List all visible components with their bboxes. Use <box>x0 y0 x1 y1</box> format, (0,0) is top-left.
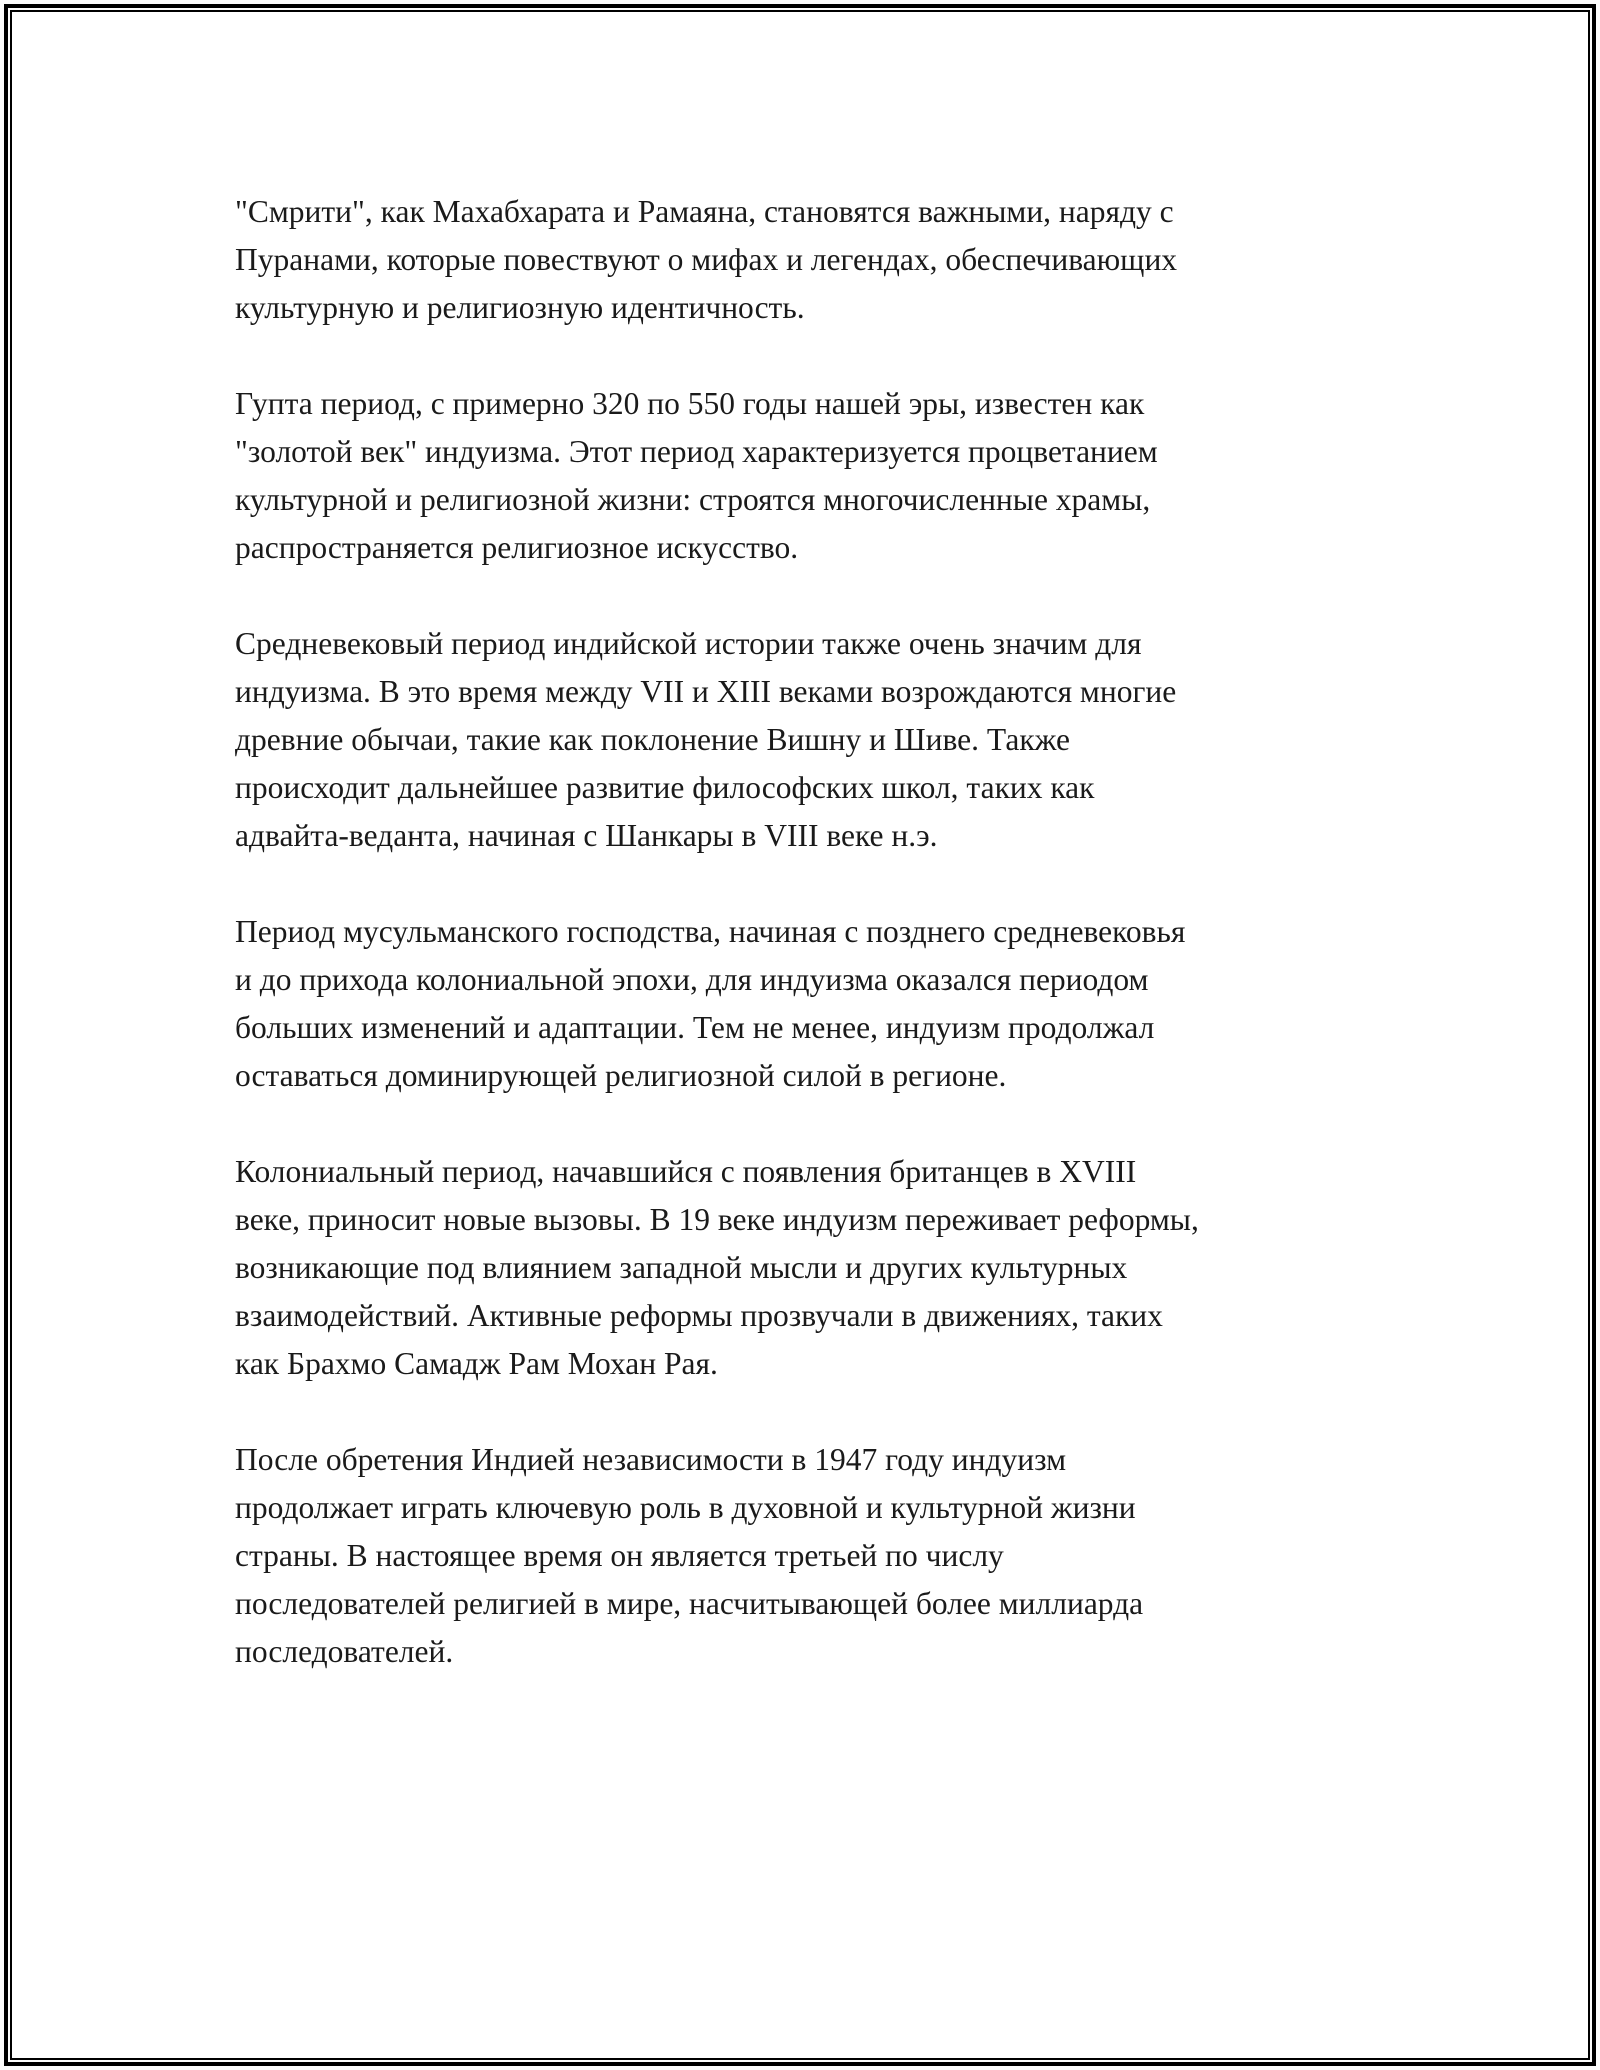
text-line: последователей. <box>235 1634 454 1669</box>
paragraph-smriti <box>235 188 1395 332</box>
text-line: Гупта период, с примерно 320 по 550 годы нашей эры, известен как <box>235 386 1145 421</box>
text-line: "золотой век" индуизма. Этот период характеризуется процветанием <box>235 434 1158 469</box>
text-line: последователей религией в мире, насчитывающей более миллиарда <box>235 1586 1144 1621</box>
text-line: возникающие под влиянием западной мысли и других культурных <box>235 1250 1128 1285</box>
text-line: Пуранами, которые повествуют о мифах и легендах, обеспечивающих <box>235 242 1178 277</box>
text-line: страны. В настоящее время он является третьей по числу <box>235 1538 1004 1573</box>
paragraph-colonial-period <box>235 1148 1395 1388</box>
text-line: больших изменений и адаптации. Тем не менее, индуизм продолжал <box>235 1010 1155 1045</box>
text-line: культурной и религиозной жизни: строятся многочисленные храмы, <box>235 482 1151 517</box>
text-line: культурную и религиозную идентичность. <box>235 290 805 325</box>
text-line: Период мусульманского господства, начиная с позднего средневековья <box>235 914 1186 949</box>
text-line: как Брахмо Самадж Рам Мохан Рая. <box>235 1346 718 1381</box>
text-line: Колониальный период, начавшийся с появления британцев в XVIII <box>235 1154 1137 1189</box>
text-line: и до прихода колониальной эпохи, для индуизма оказался периодом <box>235 962 1149 997</box>
text-line: происходит дальнейшее развитие философских школ, таких как <box>235 770 1095 805</box>
document-body <box>235 188 1395 1724</box>
text-line: древние обычаи, такие как поклонение Вишну и Шиве. Также <box>235 722 1070 757</box>
paragraph-independence <box>235 1436 1395 1676</box>
text-line: После обретения Индией независимости в 1947 году индуизм <box>235 1442 1067 1477</box>
text-line: веке, приносит новые вызовы. В 19 веке индуизм переживает реформы, <box>235 1202 1199 1237</box>
text-line: адвайта-веданта, начиная с Шанкары в VIII веке н.э. <box>235 818 938 853</box>
text-line: взаимодействий. Активные реформы прозвучали в движениях, таких <box>235 1298 1163 1333</box>
paragraph-medieval-period <box>235 620 1395 860</box>
text-line: распространяется религиозное искусство. <box>235 530 799 565</box>
paragraph-gupta-period <box>235 380 1395 572</box>
text-line: продолжает играть ключевую роль в духовной и культурной жизни <box>235 1490 1136 1525</box>
paragraph-muslim-period <box>235 908 1395 1100</box>
text-line: индуизма. В это время между VII и XIII веками возрождаются многие <box>235 674 1177 709</box>
text-line: оставаться доминирующей религиозной силой в регионе. <box>235 1058 1007 1093</box>
text-line: "Смрити", как Махабхарата и Рамаяна, становятся важными, наряду с <box>235 194 1174 229</box>
text-line: Средневековый период индийской истории также очень значим для <box>235 626 1142 661</box>
